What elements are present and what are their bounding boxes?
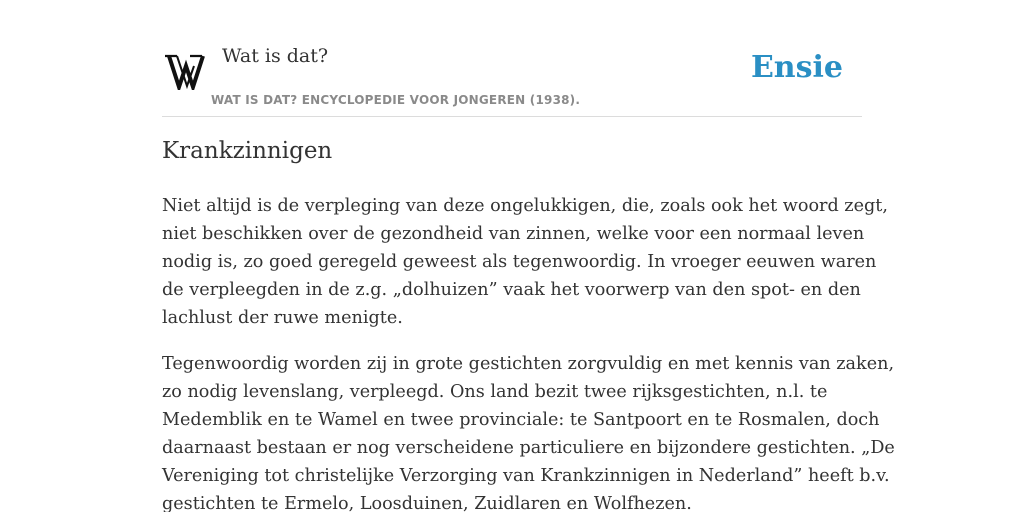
wikisource-w-icon[interactable] [164, 52, 208, 90]
paragraph-line: de verpleegden in de z.g. „dolhuizen” vaak het voorwerp van den spot- en den [162, 280, 861, 300]
header [162, 40, 862, 117]
paragraph [162, 192, 888, 332]
paragraph-line: Niet altijd is de verpleging van deze ongelukkigen, die, zoals ook het woord zegt, [162, 196, 888, 216]
paragraph-line: zo nodig levenslang, verpleegd. Ons land bezit twee rijksgestichten, n.l. te [162, 382, 828, 402]
paragraph-line: niet beschikken over de gezondheid van zinnen, welke voor een normaal leven [162, 224, 865, 244]
paragraph [162, 350, 895, 512]
paragraph-line: daarnaast bestaan er nog verscheidene particuliere en bijzondere gestichten. „De [162, 438, 895, 458]
paragraph-line: Medemblik en te Wamel en twee provinciale: te Santpoort en te Rosmalen, doch [162, 410, 880, 430]
paragraph-line: Vereniging tot christelijke Verzorging van Krankzinnigen in Nederland” heeft b.v. [162, 466, 890, 486]
book-title[interactable]: Wat is dat? [222, 45, 329, 67]
article-body [162, 192, 895, 512]
paragraph-line: Tegenwoordig worden zij in grote gestichten zorgvuldig en met kennis van zaken, [162, 354, 895, 374]
paragraph-line: gestichten te Ermelo, Loosduinen, Zuidlaren en Wolfhezen. [162, 494, 692, 512]
article-title: Krankzinnigen [162, 138, 333, 164]
paragraph-line: nodig is, zo goed geregeld geweest als tegenwoordig. In vroeger eeuwen waren [162, 252, 877, 272]
brand-logo-link[interactable]: Ensie [750, 50, 843, 85]
book-subtitle: WAT IS DAT? ENCYCLOPEDIE VOOR JONGEREN (1938). [211, 93, 581, 107]
paragraph-line: lachlust der ruwe menigte. [162, 308, 403, 328]
